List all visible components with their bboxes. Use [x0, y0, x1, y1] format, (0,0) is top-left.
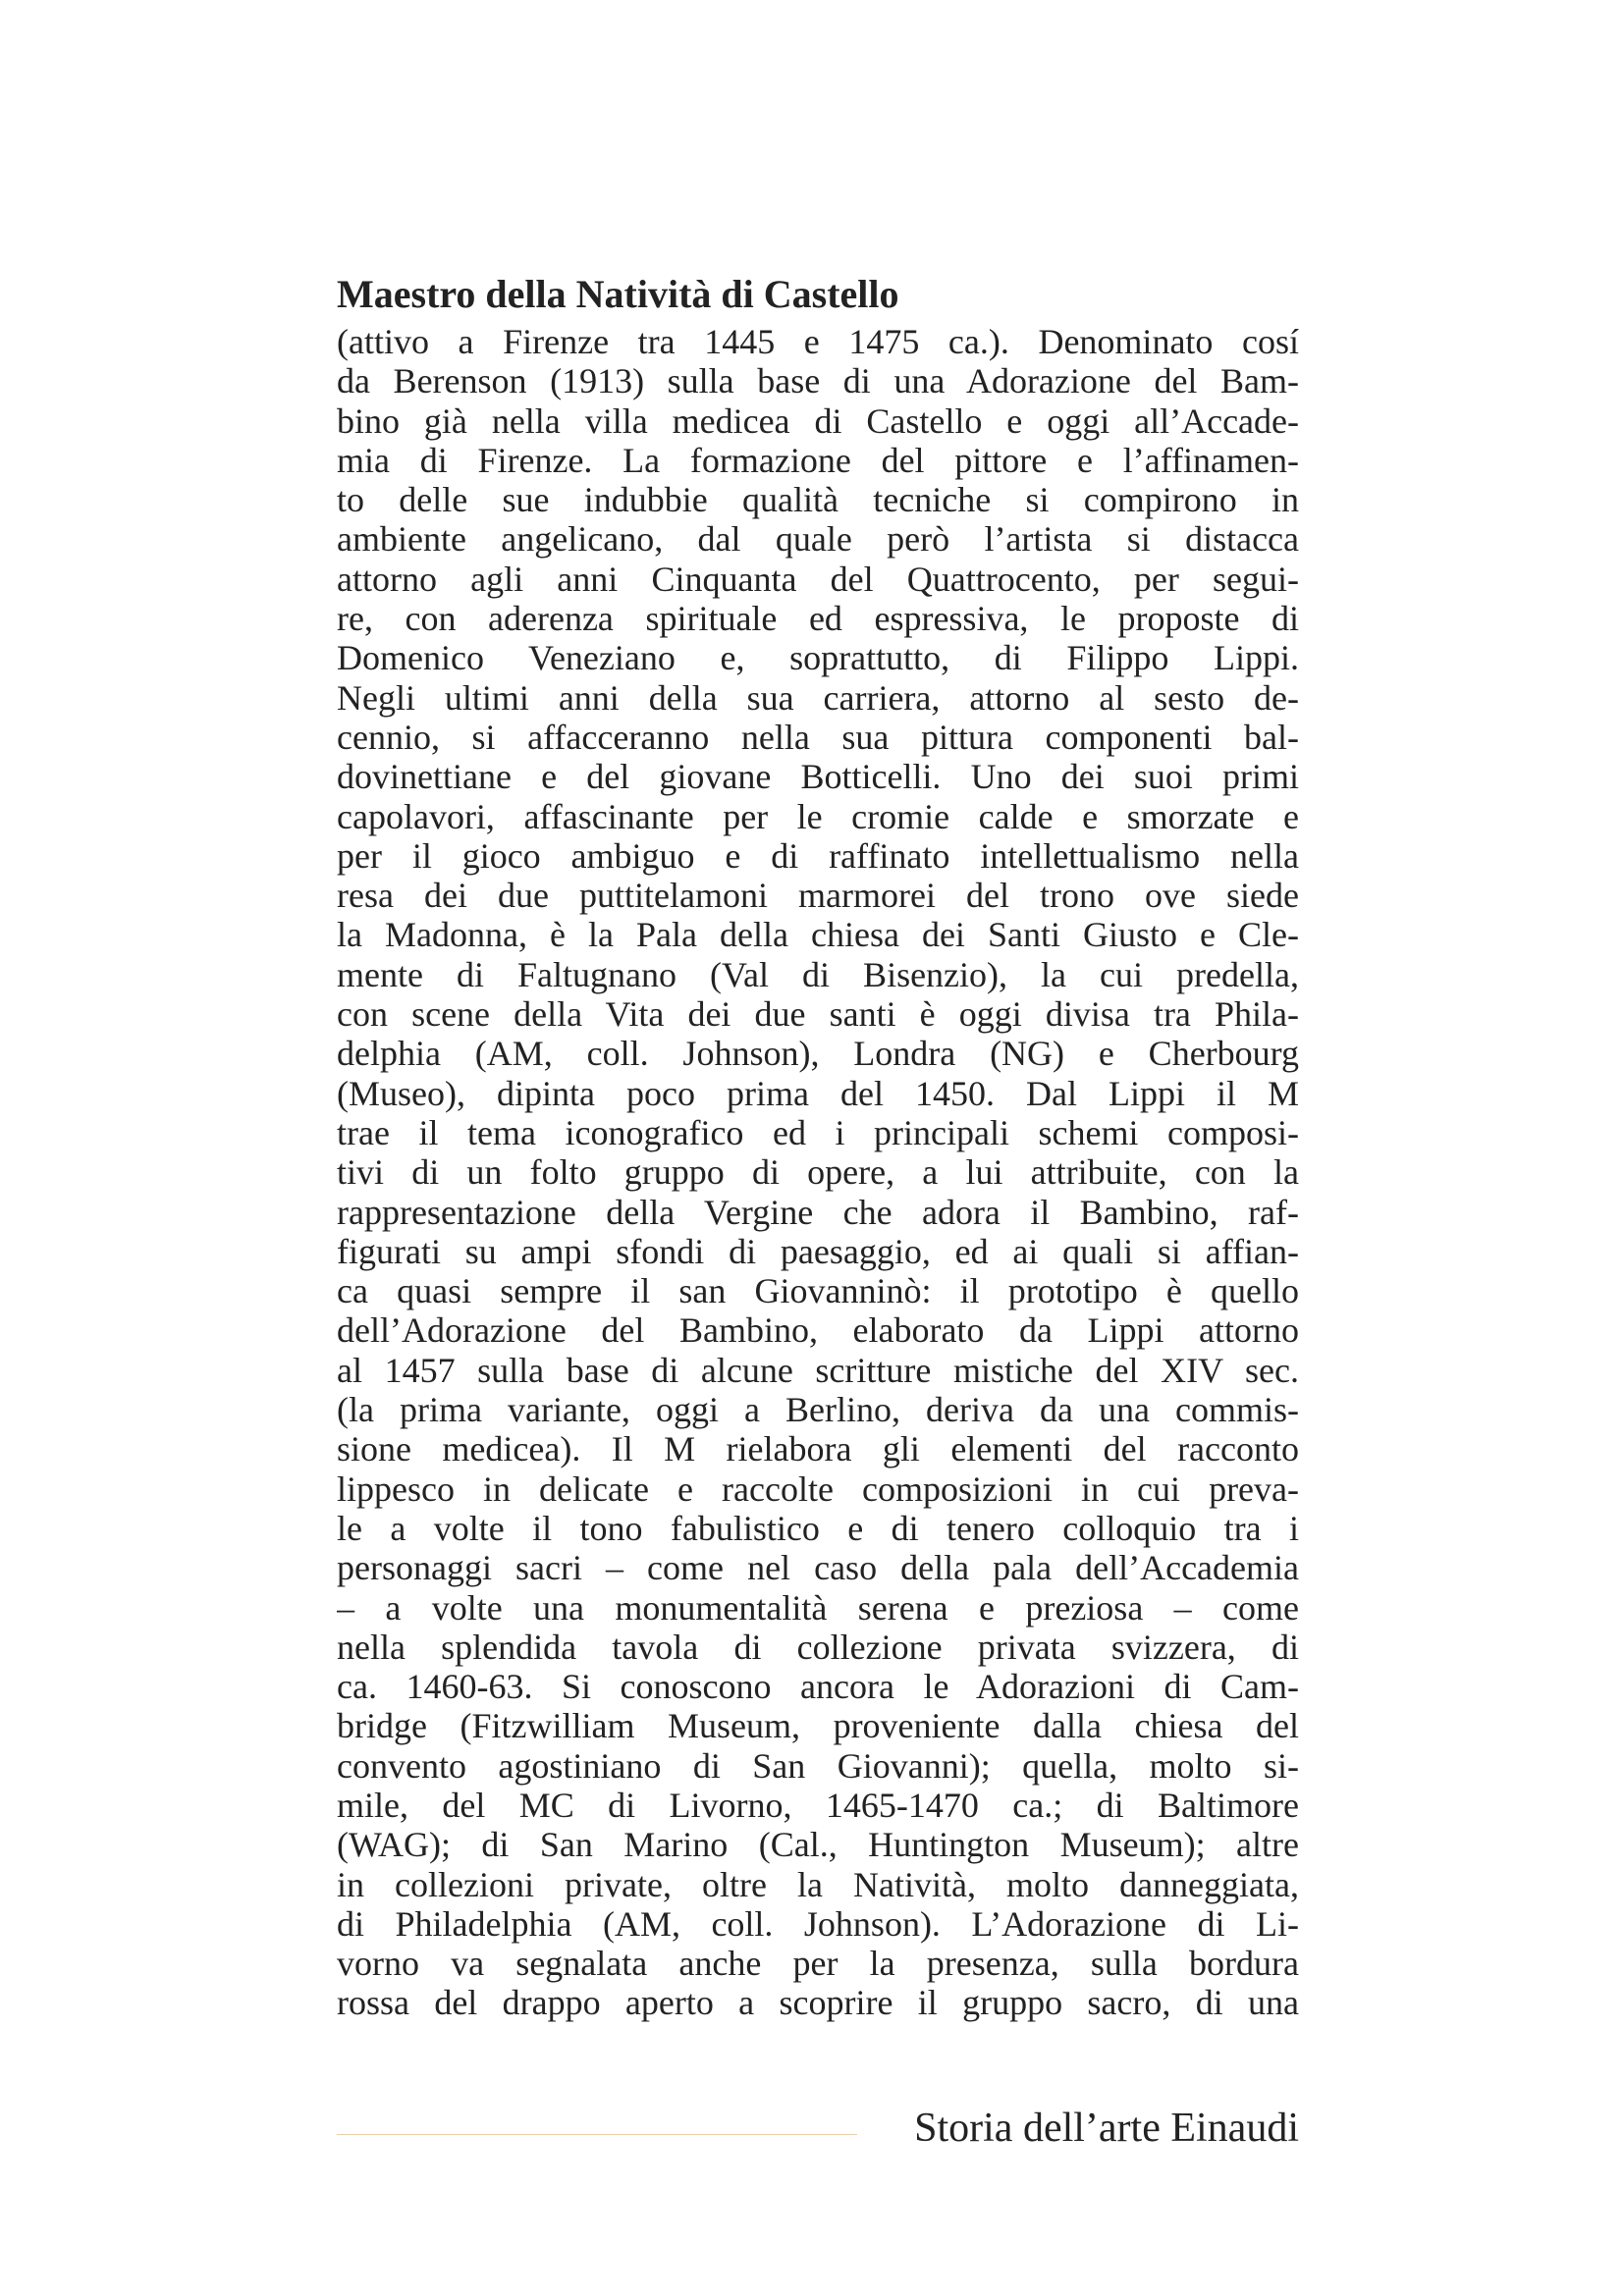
body-line: dell’Adorazione del Bambino, elaborato da Lippi attorno	[337, 1310, 1299, 1351]
footer-title: Storia dell’arte Einaudi	[914, 2106, 1299, 2151]
body-line: nella splendida tavola di collezione privata svizzera, di	[337, 1627, 1299, 1667]
body-line: ambiente angelicano, dal quale però l’artista si distacca	[337, 519, 1299, 560]
body-line: ca quasi sempre il san Giovanninò: il prototipo è quello	[337, 1271, 1299, 1311]
body-line: da Berenson (1913) sulla base di una Adorazione del Bam-	[337, 361, 1299, 401]
body-line: di Philadelphia (AM, coll. Johnson). L’Adorazione di Li-	[337, 1903, 1299, 1944]
body-line: con scene della Vita dei due santi è oggi divisa tra Phila-	[337, 994, 1299, 1035]
body-line: (la prima variante, oggi a Berlino, deriva da una commis-	[337, 1390, 1299, 1430]
body-line: trae il tema iconografico ed i principali schemi composi-	[337, 1112, 1299, 1152]
body-line: bino già nella villa medicea di Castello e oggi all’Accade-	[337, 400, 1299, 441]
body-line: convento agostiniano di San Giovanni); quella, molto si-	[337, 1745, 1299, 1786]
encyclopedia-entry	[337, 273, 1299, 2023]
body-line: sione medicea). Il M rielabora gli elementi del racconto	[337, 1429, 1299, 1469]
body-line: capolavori, affascinante per le cromie calde e smorzate e	[337, 796, 1299, 836]
body-line: bridge (Fitzwilliam Museum, proveniente dalla chiesa del	[337, 1706, 1299, 1746]
body-line: mia di Firenze. La formazione del pittore e l’affinamen-	[337, 440, 1299, 480]
body-line: mile, del MC di Livorno, 1465-1470 ca.; di Baltimore	[337, 1785, 1299, 1825]
body-line: lippesco in delicate e raccolte composizioni in cui preva-	[337, 1468, 1299, 1509]
body-line: (WAG); di San Marino (Cal., Huntington Museum); altre	[337, 1825, 1299, 1865]
footer-rule	[337, 2134, 857, 2135]
body-line: mente di Faltugnano (Val di Bisenzio), la cui predella,	[337, 954, 1299, 994]
body-line: per il gioco ambiguo e di raffinato intellettualismo nella	[337, 835, 1299, 876]
body-line: Domenico Veneziano e, soprattutto, di Filippo Lippi.	[337, 638, 1299, 678]
body-line: figurati su ampi sfondi di paesaggio, ed ai quali si affian-	[337, 1231, 1299, 1271]
body-line: re, con aderenza spirituale ed espressiva, le proposte di	[337, 599, 1299, 639]
body-line: in collezioni private, oltre la Natività, molto danneggiata,	[337, 1864, 1299, 1904]
body-line: resa dei due puttitelamoni marmorei del trono ove siede	[337, 876, 1299, 916]
body-line: al 1457 sulla base di alcune scritture mistiche del XIV sec.	[337, 1350, 1299, 1390]
body-line: rossa del drappo aperto a scoprire il gruppo sacro, di una	[337, 1983, 1299, 2023]
body-line: (Museo), dipinta poco prima del 1450. Dal Lippi il M	[337, 1073, 1299, 1113]
entry-title: Maestro della Natività di Castello	[337, 272, 899, 316]
body-line: vorno va segnalata anche per la presenza, sulla bordura	[337, 1944, 1299, 1984]
body-line: cennio, si affacceranno nella sua pittura componenti bal-	[337, 717, 1299, 757]
body-line: tivi di un folto gruppo di opere, a lui attribuite, con la	[337, 1152, 1299, 1193]
body-line: la Madonna, è la Pala della chiesa dei Santi Giusto e Cle-	[337, 915, 1299, 955]
entry-body	[337, 322, 1299, 2023]
body-line: rappresentazione della Vergine che adora il Bambino, raf-	[337, 1192, 1299, 1232]
page-footer	[337, 2099, 1299, 2158]
body-line: attorno agli anni Cinquanta del Quattrocento, per segui-	[337, 559, 1299, 599]
body-line: ca. 1460-63. Si conoscono ancora le Adorazioni di Cam-	[337, 1667, 1299, 1707]
body-line: personaggi sacri – come nel caso della pala dell’Accademia	[337, 1548, 1299, 1588]
body-line: – a volte una monumentalità serena e preziosa – come	[337, 1587, 1299, 1628]
body-line: (attivo a Firenze tra 1445 e 1475 ca.). Denominato cosí	[337, 322, 1299, 361]
body-line: delphia (AM, coll. Johnson), Londra (NG) e Cherbourg	[337, 1034, 1299, 1074]
body-line: le a volte il tono fabulistico e di tenero colloquio tra i	[337, 1508, 1299, 1548]
body-line: to delle sue indubbie qualità tecniche si compirono in	[337, 480, 1299, 520]
body-line: Negli ultimi anni della sua carriera, attorno al sesto de-	[337, 677, 1299, 718]
body-line: dovinettiane e del giovane Botticelli. Uno dei suoi primi	[337, 757, 1299, 797]
